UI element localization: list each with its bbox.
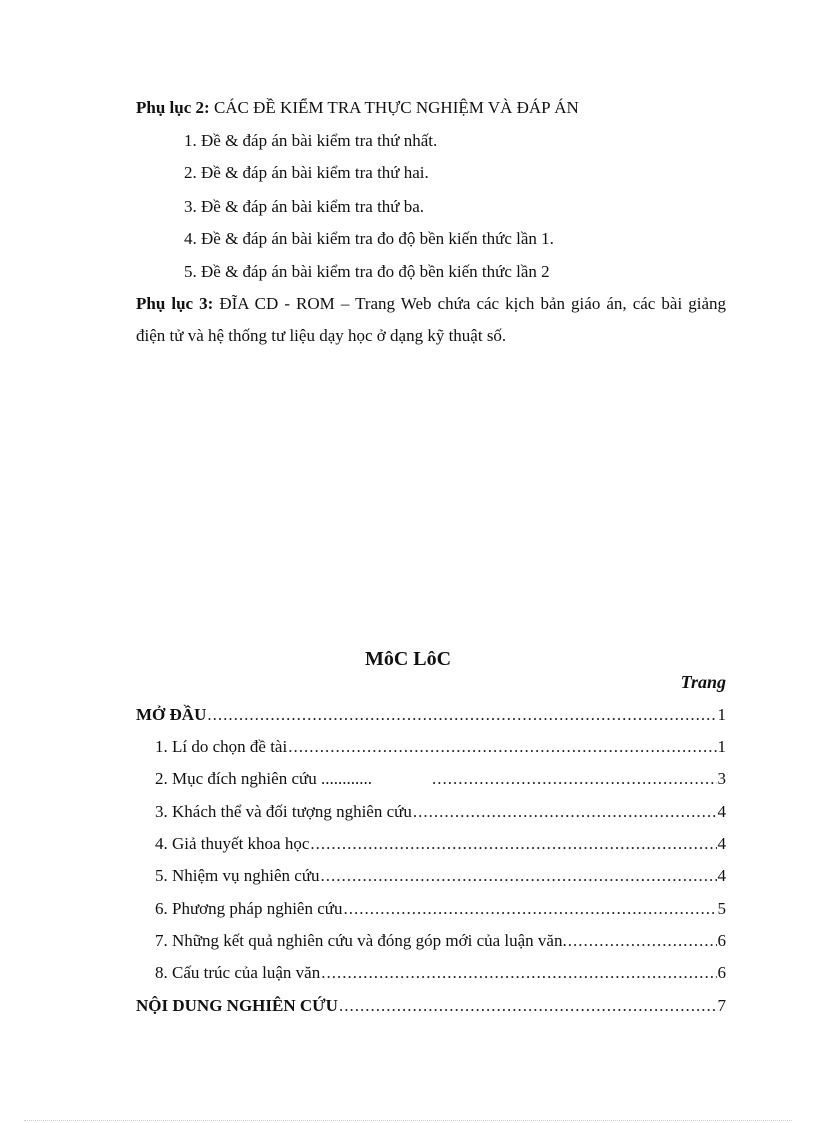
appendix-2-item: 2. Đề & đáp án bài kiểm tra thứ hai.	[184, 163, 429, 182]
toc-entry-label: 6. Phương pháp nghiên cứu	[155, 899, 343, 918]
appendix-3-paragraph	[136, 288, 726, 352]
page-bottom-divider	[24, 1120, 792, 1121]
toc-entry-label: 7. Những kết quả nghiên cứu và đóng góp mới của luận văn.	[155, 931, 567, 950]
toc-dot-leader	[207, 705, 716, 725]
toc-entry-label: 2. Mục đích nghiên cứu ............	[155, 769, 372, 788]
toc-entry-label: 1. Lí do chọn đề tài	[155, 737, 288, 756]
toc-page-header: Trang	[680, 672, 726, 692]
appendix-2-heading	[136, 98, 579, 118]
toc-entry[interactable]	[155, 802, 726, 822]
toc-entry-label: 3. Khách thể và đối tượng nghiên cứu	[155, 802, 412, 821]
toc-dot-leader	[343, 899, 716, 919]
toc-dot-leader	[288, 737, 716, 757]
toc-entry-page: 1	[717, 705, 726, 724]
toc-entry[interactable]	[155, 931, 726, 951]
toc-entry[interactable]	[155, 834, 726, 854]
toc-dot-leader	[568, 931, 717, 951]
toc-entry-label: NỘI DUNG NGHIÊN CỨU	[136, 996, 338, 1015]
toc-entry-label: MỞ ĐẦU	[136, 705, 207, 724]
appendix-2-item: 4. Đề & đáp án bài kiểm tra đo độ bền kiến thức lần 1.	[184, 229, 554, 248]
toc-entry-page: 6	[717, 931, 726, 950]
toc-entry[interactable]	[136, 705, 726, 725]
toc-entry[interactable]	[155, 963, 726, 983]
appendix-2-item: 3. Đề & đáp án bài kiểm tra thứ ba.	[184, 197, 425, 216]
toc-title: MôC LôC	[364, 648, 452, 670]
appendix-2-label: Phụ lục 2:	[136, 98, 210, 117]
toc-dot-leader	[432, 769, 717, 789]
toc-entry[interactable]	[136, 996, 726, 1016]
appendix-2-item: 5. Đề & đáp án bài kiểm tra đo độ bền kiến thức lần 2	[184, 262, 550, 281]
toc-entry-page: 4	[717, 802, 726, 821]
toc-entry-page: 6	[717, 963, 726, 982]
toc-dot-leader	[321, 866, 717, 886]
toc-dot-leader	[339, 996, 717, 1016]
appendix-2-item: 1. Đề & đáp án bài kiểm tra thứ nhất.	[184, 131, 438, 150]
toc-entry-label: 8. Cấu trúc của luận văn	[155, 963, 321, 982]
toc-entry-label: 5. Nhiệm vụ nghiên cứu	[155, 866, 320, 885]
toc-entry-page: 3	[717, 769, 726, 788]
toc-entry-page: 4	[717, 834, 726, 853]
toc-entry[interactable]	[155, 899, 726, 919]
toc-entry-page: 7	[717, 996, 726, 1015]
toc-entry-page: 4	[717, 866, 726, 885]
toc-dot-leader	[310, 834, 716, 854]
toc-dot-leader	[321, 963, 716, 983]
toc-entry[interactable]	[155, 866, 726, 886]
toc-dot-leader	[413, 802, 717, 822]
appendix-3-label: Phụ lục 3:	[136, 294, 214, 313]
toc-entry[interactable]	[155, 769, 726, 789]
appendix-3-text: ĐĨA CD - ROM – Trang Web chứa các kịch bản giáo án, các bài giảng điện tử và hệ thống tư liệu dạy học ở dạng kỹ thuật số.	[136, 294, 726, 345]
appendix-2-title: CÁC ĐỀ KIỂM TRA THỰC NGHIỆM VÀ ĐÁP ÁN	[209, 98, 579, 117]
toc-entry[interactable]	[155, 737, 726, 757]
toc-entry-page: 5	[717, 899, 726, 918]
toc-entry-label: 4. Giả thuyết khoa học	[155, 834, 310, 853]
toc-entry-page: 1	[717, 737, 726, 756]
